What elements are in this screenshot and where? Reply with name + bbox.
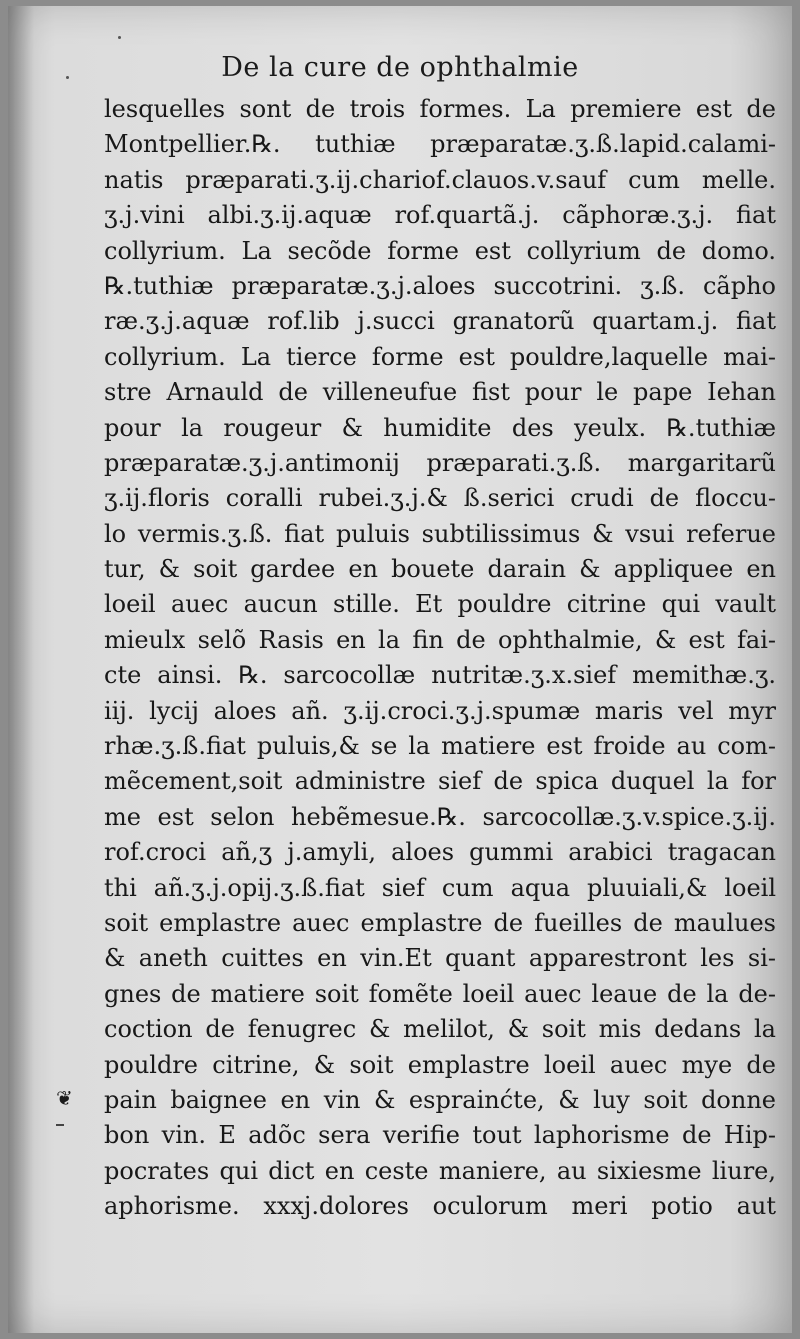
text-line: rof.croci añ,ʒ j.amyli, aloes gummi arabici tragacan [104, 838, 776, 867]
text-line: soit emplastre auec emplastre de fueilles de maulues [104, 908, 776, 937]
text-line: gnes de matiere soit fomẽte loeil auec leaue de la de- [104, 979, 776, 1008]
book-page [8, 6, 792, 1333]
text-line: iij. lycij aloes añ. ʒ.ij.croci.ʒ.j.spumæ maris vel myr [104, 696, 776, 725]
text-line: collyrium. La secõde forme est collyrium de domo. [104, 236, 776, 265]
text-line: bon vin. E adõc sera verifie tout laphorisme de Hip- [104, 1121, 776, 1150]
text-line: aphorisme. xxxj.dolores oculorum meri potio aut [104, 1192, 776, 1221]
text-line: stre Arnauld de villeneufue fist pour le pape Iehan [104, 378, 776, 407]
text-line: ʒ.j.vini albi.ʒ.ij.aquæ rof.quartã.j. cãphoræ.ʒ.j. fiat [104, 201, 776, 230]
text-line: coction de fenugrec & melilot, & soit mis dedans la [104, 1015, 776, 1044]
text-line: pour la rougeur & humidite des yeulx. ℞.tuthiæ [104, 413, 776, 442]
text-line: collyrium. La tierce forme est pouldre,laquelle mai- [104, 342, 776, 371]
text-line: ræ.ʒ.j.aquæ rof.lib j.succi granatorũ quartam.j. fiat [104, 307, 776, 336]
text-line: ʒ.ij.floris coralli rubei.ʒ.j.& ß.serici crudi de floccu- [104, 484, 776, 513]
paper-speck [118, 36, 121, 39]
text-line: tur, & soit gardee en bouete darain & appliquee en [104, 555, 776, 584]
running-head: De la cure de ophthalmie [221, 52, 579, 83]
text-line: pocrates qui dict en ceste maniere, au sixiesme liure, [104, 1156, 776, 1185]
text-line: lo vermis.ʒ.ß. fiat puluis subtilissimus & vsui referue [104, 519, 776, 548]
text-line: thi añ.ʒ.j.opij.ʒ.ß.fiat sief cum aqua pluuiali,& loeil [104, 873, 776, 902]
text-block [104, 92, 776, 1225]
gutter-shadow [8, 6, 34, 1333]
margin-dash [56, 1124, 64, 1126]
text-line: pain baignee en vin & esprainćte, & luy soit donne [104, 1085, 776, 1114]
text-line: pouldre citrine, & soit emplastre loeil auec mye de [104, 1050, 776, 1079]
text-line: Montpellier.℞. tuthiæ præparatæ.ʒ.ß.lapid.calami- [104, 130, 776, 159]
margin-fleuron: ❦ [56, 1086, 73, 1110]
text-line: me est selon hebẽmesue.℞. sarcocollæ.ʒ.v.spice.ʒ.ij. [104, 802, 776, 831]
text-line: natis præparati.ʒ.ij.chariof.clauos.v.sauf cum melle. [104, 165, 776, 194]
text-line: mẽcement,soit administre sief de spica duquel la for [104, 767, 776, 796]
text-line: lesquelles sont de trois formes. La premiere est de [104, 95, 776, 123]
text-line: mieulx selõ Rasis en la fin de ophthalmie, & est fai- [104, 625, 776, 654]
text-line: præparatæ.ʒ.j.antimonij præparati.ʒ.ß. margaritarũ [104, 448, 776, 477]
text-line: loeil auec aucun stille. Et pouldre citrine qui vault [104, 590, 776, 619]
text-line: & aneth cuittes en vin.Et quant apparestront les si- [104, 944, 776, 973]
text-line: ℞.tuthiæ præparatæ.ʒ.j.aloes succotrini. ʒ.ß. cãpho [104, 271, 776, 300]
text-line: rhæ.ʒ.ß.fiat puluis,& se la matiere est froide au com- [104, 732, 776, 761]
text-line: cte ainsi. ℞. sarcocollæ nutritæ.ʒ.x.sief memithæ.ʒ. [104, 661, 776, 690]
